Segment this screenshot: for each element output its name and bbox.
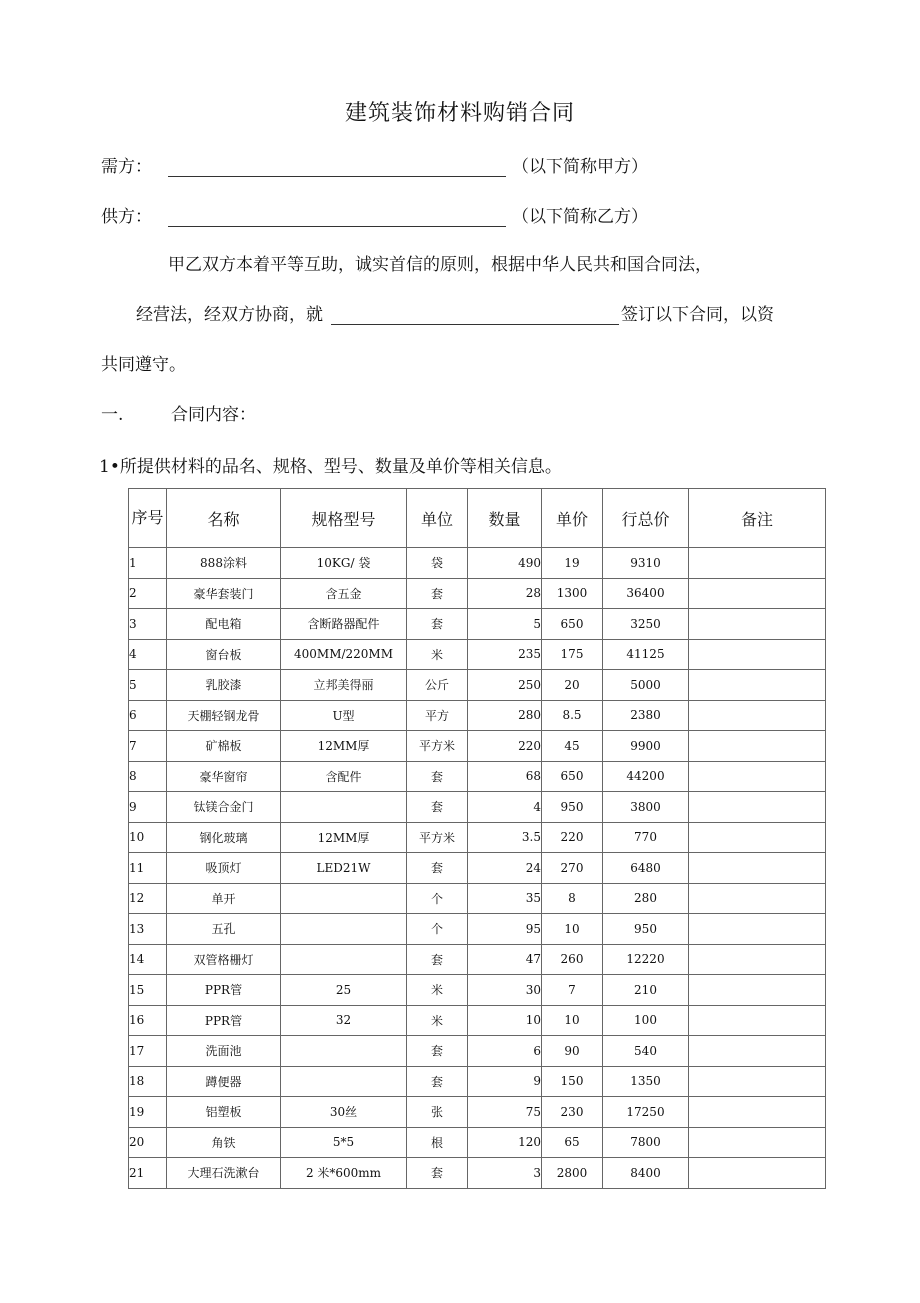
table-row (129, 883, 826, 914)
cell-unit: 袋 (407, 548, 468, 579)
cell-name: 洗面池 (167, 1036, 281, 1067)
cell-spec (281, 1036, 407, 1067)
cell-seq: 1 (129, 548, 167, 579)
cell-unit: 套 (407, 792, 468, 823)
cell-seq: 11 (129, 853, 167, 884)
cell-total: 17250 (603, 1097, 689, 1128)
cell-qty: 24 (468, 853, 542, 884)
cell-total: 2380 (603, 700, 689, 731)
cell-name: 单开 (167, 883, 281, 914)
cell-price: 65 (542, 1127, 603, 1158)
cell-price: 650 (542, 609, 603, 640)
table-row (129, 944, 826, 975)
cell-unit: 套 (407, 761, 468, 792)
cell-total: 7800 (603, 1127, 689, 1158)
item-heading: 1•所提供材料的品名、规格、型号、数量及单价等相关信息。 (99, 457, 562, 477)
cell-spec (281, 883, 407, 914)
cell-price: 45 (542, 731, 603, 762)
preamble-line-2-before: 经营法，经双方协商，就 (136, 305, 323, 325)
table-row (129, 1127, 826, 1158)
cell-seq: 17 (129, 1036, 167, 1067)
cell-price: 20 (542, 670, 603, 701)
cell-seq: 4 (129, 639, 167, 670)
buyer-line (101, 152, 648, 177)
cell-seq: 21 (129, 1158, 167, 1189)
cell-qty: 250 (468, 670, 542, 701)
cell-price: 230 (542, 1097, 603, 1128)
table-row (129, 1005, 826, 1036)
cell-qty: 235 (468, 639, 542, 670)
cell-name: 双管格栅灯 (167, 944, 281, 975)
table-row (129, 700, 826, 731)
cell-qty: 490 (468, 548, 542, 579)
cell-unit: 根 (407, 1127, 468, 1158)
cell-note (689, 670, 826, 701)
cell-seq: 8 (129, 761, 167, 792)
cell-name: 蹲便器 (167, 1066, 281, 1097)
cell-name: 豪华套装门 (167, 578, 281, 609)
cell-total: 540 (603, 1036, 689, 1067)
cell-total: 36400 (603, 578, 689, 609)
cell-note (689, 700, 826, 731)
cell-unit: 个 (407, 914, 468, 945)
cell-seq: 19 (129, 1097, 167, 1128)
cell-price: 10 (542, 914, 603, 945)
cell-unit: 米 (407, 975, 468, 1006)
table-row (129, 822, 826, 853)
cell-price: 150 (542, 1066, 603, 1097)
preamble-line-2-after: 签订以下合同，以资 (621, 305, 774, 325)
cell-note (689, 883, 826, 914)
cell-note (689, 944, 826, 975)
cell-unit: 张 (407, 1097, 468, 1128)
header-qty: 数量 (468, 489, 542, 548)
cell-price: 8.5 (542, 700, 603, 731)
cell-qty: 9 (468, 1066, 542, 1097)
table-row (129, 1066, 826, 1097)
cell-seq: 2 (129, 578, 167, 609)
cell-name: 大理石洗漱台 (167, 1158, 281, 1189)
cell-note (689, 853, 826, 884)
cell-total: 3250 (603, 609, 689, 640)
header-total: 行总价 (603, 489, 689, 548)
cell-qty: 280 (468, 700, 542, 731)
table-row (129, 731, 826, 762)
cell-qty: 5 (468, 609, 542, 640)
buyer-name-blank[interactable] (168, 158, 506, 177)
cell-note (689, 822, 826, 853)
cell-note (689, 1127, 826, 1158)
table-row (129, 761, 826, 792)
cell-note (689, 639, 826, 670)
cell-note (689, 548, 826, 579)
cell-note (689, 1066, 826, 1097)
table-row (129, 670, 826, 701)
header-name: 名称 (167, 489, 281, 548)
cell-spec (281, 1066, 407, 1097)
cell-total: 3800 (603, 792, 689, 823)
cell-price: 10 (542, 1005, 603, 1036)
cell-qty: 120 (468, 1127, 542, 1158)
cell-note (689, 975, 826, 1006)
materials-table (128, 488, 826, 1189)
cell-spec (281, 944, 407, 975)
table-row (129, 914, 826, 945)
preamble-line-3: 共同遵守。 (101, 355, 186, 375)
cell-name: 矿棉板 (167, 731, 281, 762)
cell-price: 8 (542, 883, 603, 914)
cell-qty: 68 (468, 761, 542, 792)
cell-name: 乳胶漆 (167, 670, 281, 701)
cell-name: 铝塑板 (167, 1097, 281, 1128)
cell-name: 888涂料 (167, 548, 281, 579)
cell-price: 260 (542, 944, 603, 975)
cell-qty: 3 (468, 1158, 542, 1189)
seller-name-blank[interactable] (168, 208, 506, 227)
cell-seq: 12 (129, 883, 167, 914)
header-seq: 序号 (129, 489, 167, 548)
cell-spec: 30丝 (281, 1097, 407, 1128)
cell-qty: 47 (468, 944, 542, 975)
header-unit: 单位 (407, 489, 468, 548)
cell-total: 41125 (603, 639, 689, 670)
table-row (129, 1158, 826, 1189)
cell-note (689, 792, 826, 823)
cell-unit: 平方米 (407, 731, 468, 762)
cell-spec: 2 米*600mm (281, 1158, 407, 1189)
cell-unit: 套 (407, 944, 468, 975)
table-header-row (129, 489, 826, 548)
table-row (129, 1097, 826, 1128)
cell-name: 豪华窗帘 (167, 761, 281, 792)
cell-total: 9310 (603, 548, 689, 579)
cell-unit: 套 (407, 1036, 468, 1067)
cell-note (689, 761, 826, 792)
cell-price: 950 (542, 792, 603, 823)
cell-qty: 30 (468, 975, 542, 1006)
cell-price: 220 (542, 822, 603, 853)
cell-qty: 95 (468, 914, 542, 945)
cell-qty: 4 (468, 792, 542, 823)
document-title: 建筑装饰材料购销合同 (344, 101, 575, 126)
cell-spec: 含五金 (281, 578, 407, 609)
cell-price: 90 (542, 1036, 603, 1067)
cell-price: 2800 (542, 1158, 603, 1189)
cell-note (689, 1097, 826, 1128)
cell-total: 950 (603, 914, 689, 945)
section-title: 合同内容： (171, 405, 256, 425)
cell-total: 8400 (603, 1158, 689, 1189)
cell-total: 44200 (603, 761, 689, 792)
cell-seq: 13 (129, 914, 167, 945)
cell-unit: 公斤 (407, 670, 468, 701)
cell-total: 1350 (603, 1066, 689, 1097)
cell-unit: 米 (407, 639, 468, 670)
cell-name: 天棚轻钢龙骨 (167, 700, 281, 731)
table-row (129, 548, 826, 579)
cell-price: 1300 (542, 578, 603, 609)
header-price: 单价 (542, 489, 603, 548)
section-number: 一. (101, 405, 124, 425)
cell-spec: 含配件 (281, 761, 407, 792)
cell-spec: 10KG/ 袋 (281, 548, 407, 579)
seller-line (101, 202, 648, 227)
cell-unit: 套 (407, 609, 468, 640)
cell-seq: 5 (129, 670, 167, 701)
cell-qty: 75 (468, 1097, 542, 1128)
cell-qty: 28 (468, 578, 542, 609)
cell-spec (281, 792, 407, 823)
cell-name: PPR管 (167, 975, 281, 1006)
table-row (129, 639, 826, 670)
cell-spec (281, 914, 407, 945)
cell-qty: 220 (468, 731, 542, 762)
seller-suffix: （以下简称乙方） (512, 207, 648, 227)
buyer-suffix: （以下简称甲方） (512, 157, 648, 177)
project-blank[interactable] (331, 306, 619, 325)
cell-seq: 20 (129, 1127, 167, 1158)
cell-name: 五孔 (167, 914, 281, 945)
cell-spec: 立邦美得丽 (281, 670, 407, 701)
cell-spec: 5*5 (281, 1127, 407, 1158)
preamble-line-2 (136, 300, 774, 325)
cell-unit: 套 (407, 1066, 468, 1097)
cell-note (689, 609, 826, 640)
table-row (129, 1036, 826, 1067)
cell-note (689, 578, 826, 609)
cell-note (689, 1158, 826, 1189)
cell-name: 配电箱 (167, 609, 281, 640)
header-spec: 规格型号 (281, 489, 407, 548)
header-note: 备注 (689, 489, 826, 548)
cell-name: 吸顶灯 (167, 853, 281, 884)
table-row (129, 853, 826, 884)
cell-note (689, 731, 826, 762)
cell-total: 210 (603, 975, 689, 1006)
cell-unit: 个 (407, 883, 468, 914)
cell-seq: 18 (129, 1066, 167, 1097)
cell-total: 770 (603, 822, 689, 853)
cell-qty: 10 (468, 1005, 542, 1036)
cell-price: 270 (542, 853, 603, 884)
table-row (129, 609, 826, 640)
cell-spec: U型 (281, 700, 407, 731)
cell-unit: 套 (407, 1158, 468, 1189)
cell-unit: 平方米 (407, 822, 468, 853)
seller-label: 供方： (101, 207, 152, 227)
cell-seq: 10 (129, 822, 167, 853)
cell-spec: 12MM厚 (281, 822, 407, 853)
cell-note (689, 914, 826, 945)
cell-total: 9900 (603, 731, 689, 762)
cell-seq: 3 (129, 609, 167, 640)
cell-name: 钛镁合金门 (167, 792, 281, 823)
cell-total: 12220 (603, 944, 689, 975)
cell-unit: 套 (407, 578, 468, 609)
cell-note (689, 1005, 826, 1036)
cell-unit: 米 (407, 1005, 468, 1036)
cell-seq: 7 (129, 731, 167, 762)
cell-seq: 9 (129, 792, 167, 823)
cell-spec: 12MM厚 (281, 731, 407, 762)
cell-name: 窗台板 (167, 639, 281, 670)
cell-unit: 平方 (407, 700, 468, 731)
cell-spec: 400MM/220MM (281, 639, 407, 670)
cell-total: 6480 (603, 853, 689, 884)
cell-qty: 6 (468, 1036, 542, 1067)
cell-seq: 16 (129, 1005, 167, 1036)
cell-qty: 3.5 (468, 822, 542, 853)
cell-spec: LED21W (281, 853, 407, 884)
cell-name: PPR管 (167, 1005, 281, 1036)
cell-price: 175 (542, 639, 603, 670)
cell-total: 280 (603, 883, 689, 914)
cell-spec: 32 (281, 1005, 407, 1036)
cell-price: 19 (542, 548, 603, 579)
table-row (129, 578, 826, 609)
cell-price: 7 (542, 975, 603, 1006)
buyer-label: 需方： (101, 157, 152, 177)
cell-seq: 6 (129, 700, 167, 731)
table-row (129, 975, 826, 1006)
section-heading (101, 400, 256, 425)
cell-name: 钢化玻璃 (167, 822, 281, 853)
cell-total: 5000 (603, 670, 689, 701)
cell-name: 角铁 (167, 1127, 281, 1158)
cell-spec: 25 (281, 975, 407, 1006)
cell-total: 100 (603, 1005, 689, 1036)
cell-qty: 35 (468, 883, 542, 914)
cell-seq: 14 (129, 944, 167, 975)
cell-spec: 含断路器配件 (281, 609, 407, 640)
cell-seq: 15 (129, 975, 167, 1006)
cell-unit: 套 (407, 853, 468, 884)
cell-note (689, 1036, 826, 1067)
table-row (129, 792, 826, 823)
preamble-line-1: 甲乙双方本着平等互助，诚实首信的原则，根据中华人民共和国合同法， (168, 255, 712, 275)
cell-price: 650 (542, 761, 603, 792)
